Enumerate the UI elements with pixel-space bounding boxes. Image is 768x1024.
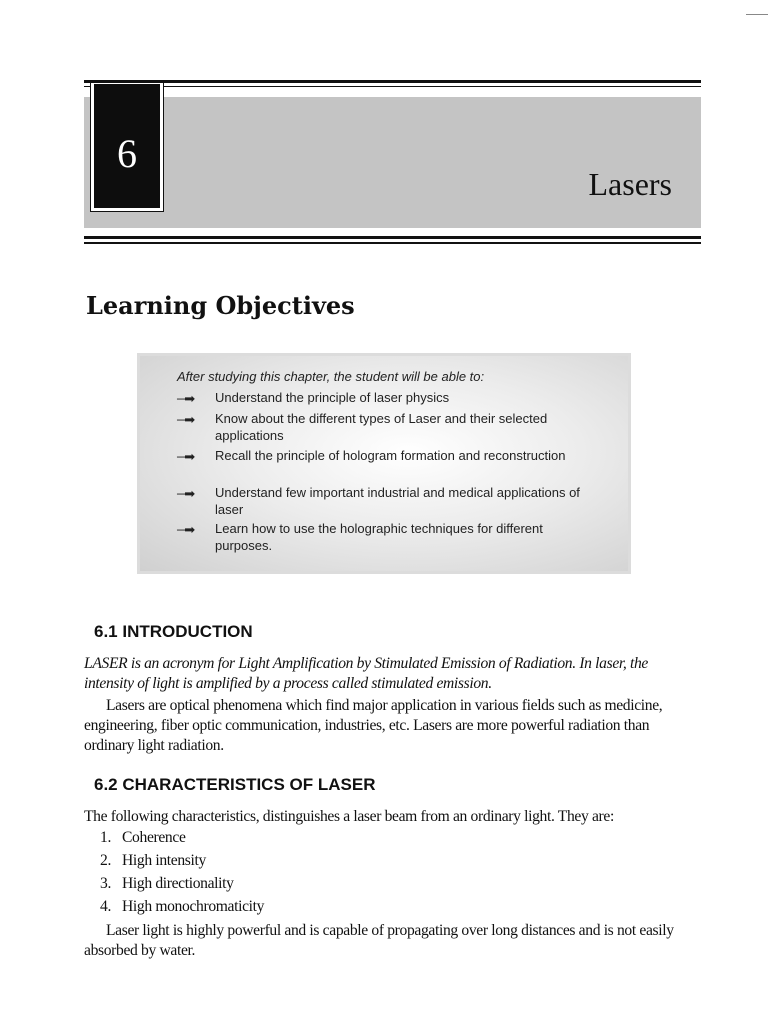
header-bottom-rule: [84, 236, 701, 239]
header-top-rule-thin: [84, 86, 701, 87]
characteristics-closing-paragraph: Laser light is highly powerful and is capable of propagating over long distances and is not easily absorbed by water.: [84, 922, 674, 959]
objective-text: Understand few important industrial and medical applications of laser: [215, 485, 580, 517]
arrow-icon: ─➡: [177, 391, 194, 406]
arrow-icon: ─➡: [177, 412, 194, 427]
arrow-icon: ─➡: [177, 449, 194, 464]
characteristics-intro: The following characteristics, distinguishes a laser beam from an ordinary light. They are:: [84, 808, 614, 825]
list-item: [100, 898, 264, 916]
header-bottom-rule-thin: [84, 242, 701, 244]
list-text: High directionality: [122, 875, 234, 892]
section-heading-characteristics: 6.2 CHARACTERISTICS OF LASER: [94, 775, 376, 794]
list-text: Coherence: [122, 829, 186, 846]
arrow-icon: ─➡: [177, 522, 194, 537]
arrow-icon: ─➡: [177, 486, 194, 501]
objective-text: Recall the principle of hologram formation and reconstruction: [215, 448, 566, 463]
learning-objectives-heading: Learning Objectives: [86, 291, 355, 320]
list-number: 2.: [100, 852, 111, 869]
objective-text: Learn how to use the holographic techniques for different purposes.: [215, 521, 543, 553]
section-heading-introduction: 6.1 INTRODUCTION: [94, 622, 253, 641]
objective-text: Understand the principle of laser physics: [215, 390, 450, 405]
list-number: 3.: [100, 875, 111, 892]
list-item: [100, 852, 206, 870]
list-number: 1.: [100, 829, 111, 846]
list-number: 4.: [100, 898, 111, 915]
intro-paragraph: Lasers are optical phenomena which find major application in various fields such as medicine, engineering, fiber optic communication, industries, etc. Lasers are more powerful radiation than ordinary light radiation.: [84, 697, 663, 754]
list-item: [100, 829, 186, 847]
list-text: High monochromaticity: [122, 898, 265, 915]
chapter-header-band: [84, 97, 701, 228]
header-top-rule: [84, 80, 701, 83]
list-text: High intensity: [122, 852, 206, 869]
page-corner-mark: [746, 14, 768, 15]
chapter-title: Lasers: [588, 166, 672, 202]
objectives-intro: After studying this chapter, the student will be able to:: [177, 369, 485, 384]
intro-italic-paragraph: LASER is an acronym for Light Amplification by Stimulated Emission of Radiation. In laser, the intensity of light is amplified by a process called stimulated emission.: [84, 655, 648, 692]
chapter-number: 6: [94, 84, 160, 208]
list-item: [100, 875, 234, 893]
objective-text: Know about the different types of Laser and their selected applications: [215, 411, 548, 443]
